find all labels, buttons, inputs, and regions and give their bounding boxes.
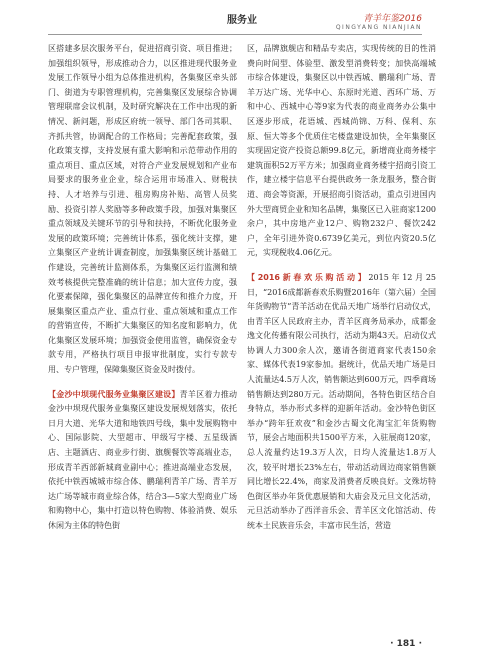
right-paragraph: 区，品牌旗舰店和精品专卖店，实现传统的目的性消费向时间型、体验型、激发型消费转变；加快高端城市综合体建设，集聚区以中铁西城、鹏瑞利广场、青羊万达广场、光华中心、东原时光道、西环广场、万和中心、西城中心等9家为代表的商业商务办公集中区逐步形成，花语城、西城尚锦、万科、保利、东原、恒大等多个优质住宅楼盘建设加快，全年集聚区实现固定资产投资总额99.8亿元，新增商业商务楼宇建筑面积52万平方米；加强商业商务楼宇招商引资工作，建立楼宇信息平台提供政务一条龙服务，整合街道、商会等资源，开展招商引资活动，重点引进国内外大型商贸企业和知名品牌，集聚区已入驻商家1200余户，其中房地产业12户、购物232户、餐饮242户，全年引进外资0.6739亿美元，到位内资20.5亿元，实现税收4.06亿元。 — [247, 44, 436, 258]
page-header — [0, 0, 480, 40]
yearbook-subtitle: QINGYANG NIANJIAN — [335, 24, 422, 31]
left-section — [48, 388, 237, 534]
right-section — [247, 271, 436, 534]
section-body-spring-shopping: 2015年12月25日，“2016成都新春欢乐购暨2016年（第六届）全国年货购物节”青羊活动在优品天地广场举行启动仪式，由青羊区人民政府主办，青羊区商务局承办，成都金逸文化传播有限公司执行，活动为期43天。启动仪式协调人力300余人次，邀请各街道商家代表150余家、媒体代表19家参加。据统计，优品天地广场是日人流量达4.5万人次，销售额达到600万元，四季商场销售额达到280万元。活动期间，各特色街区结合自身特点，举办形式多样的迎新年活动。金沙特色街区举办“跨年狂欢夜”和金沙古蜀文化淘宝汇年货购物节，展会占地面积共1500平方米，入驻展商120家，总人流量约达19.3万人次，日均人流量达1.8万人次，较平时增长23%左右，带动活动周边商家销售额同比增长22.4%，商家及消费者反映良好。文殊坊特色街区举办年货优惠展销和大庙会及元旦文化活动，元旦活动举办了西洋音乐会、青羊区文化馆活动、传统本土民族音乐会，丰富市民生活，营造 — [247, 272, 437, 530]
yearbook-brand: 青羊年鉴2016 — [363, 14, 422, 24]
right-column — [247, 42, 436, 534]
page-number: · 181 · — [390, 639, 422, 649]
section-heading-spring-shopping: 【2016新春欢乐购活动】 — [247, 272, 369, 282]
left-paragraph: 区搭建多层次服务平台，促进招商引资、项目推进；加强组织领导，形成推动合力，以区推进现代服务业发展工作领导小组为总体推进机构，各集聚区牵头部门、街道为专职管理机构，完善集聚区发展综合协调管理联席会议机制，及时研究解决在工作中出现的新情况、新问题，形成区府统一领导、部门各司其职、齐抓共管，协调配合的工作格局；完善配套政策，强化政策支撑，支持发展有重大影响和示范带动作用的重点项目、重点区域，对符合产业发展规划和产业布局要求的服务业企业，综合运用市场准入、财税扶持、人才培养与引进、租房购房补贴、高管人员奖励、投资引荐人奖励等多种政策手段，加强对集聚区重点领域及关键环节的引导和扶持，不断优化服务业发展的政策环境；完善统计体系，强化统计支撑，建立集聚区产业统计调查制度，加强集聚区统计基础工作建设，完善统计监测体系，为集聚区运行监测和绩效考核提供完整准确的统计信息；加大宣传力度，强化要素保障，强化集聚区的品牌宣传和推介力度，开展集聚区重点产业、重点行业、重点领域和重点工作的营销宣传，不断扩大集聚区的知名度和影响力，优化集聚区发展环境；加强资金使用监管，确保资金专款专用，严格执行项目申报审批制度，实行专款专用、专户管理，保障集聚区资金及时拨付。 — [48, 44, 237, 375]
left-column — [48, 42, 237, 534]
section-heading-jinsha: 【金沙中坝现代服务业集聚区建设】 — [48, 389, 180, 399]
section-body-jinsha: 青羊区着力推动金沙中坝现代服务业集聚区建设发展规划落实，依托日月大道、光华大道和地铁四号线，集中发展购物中心、国际影院、大型超市、甲级写字楼、五星级酒店、主题酒店、商业步行街、旗舰餐饮等高端业态，形成青羊西部新城商业副中心；推进高端业态发展，依托中铁西城城市综合体、鹏瑞利青羊广场、青羊万达广场等城市商业综合体，结合3—5家大型商业广场和购物中心，集中打造以特色购物、体验消费、娱乐休闲为主体的特色街 — [48, 389, 238, 530]
section-title: 服务业 — [227, 15, 257, 26]
header-divider — [48, 34, 422, 35]
